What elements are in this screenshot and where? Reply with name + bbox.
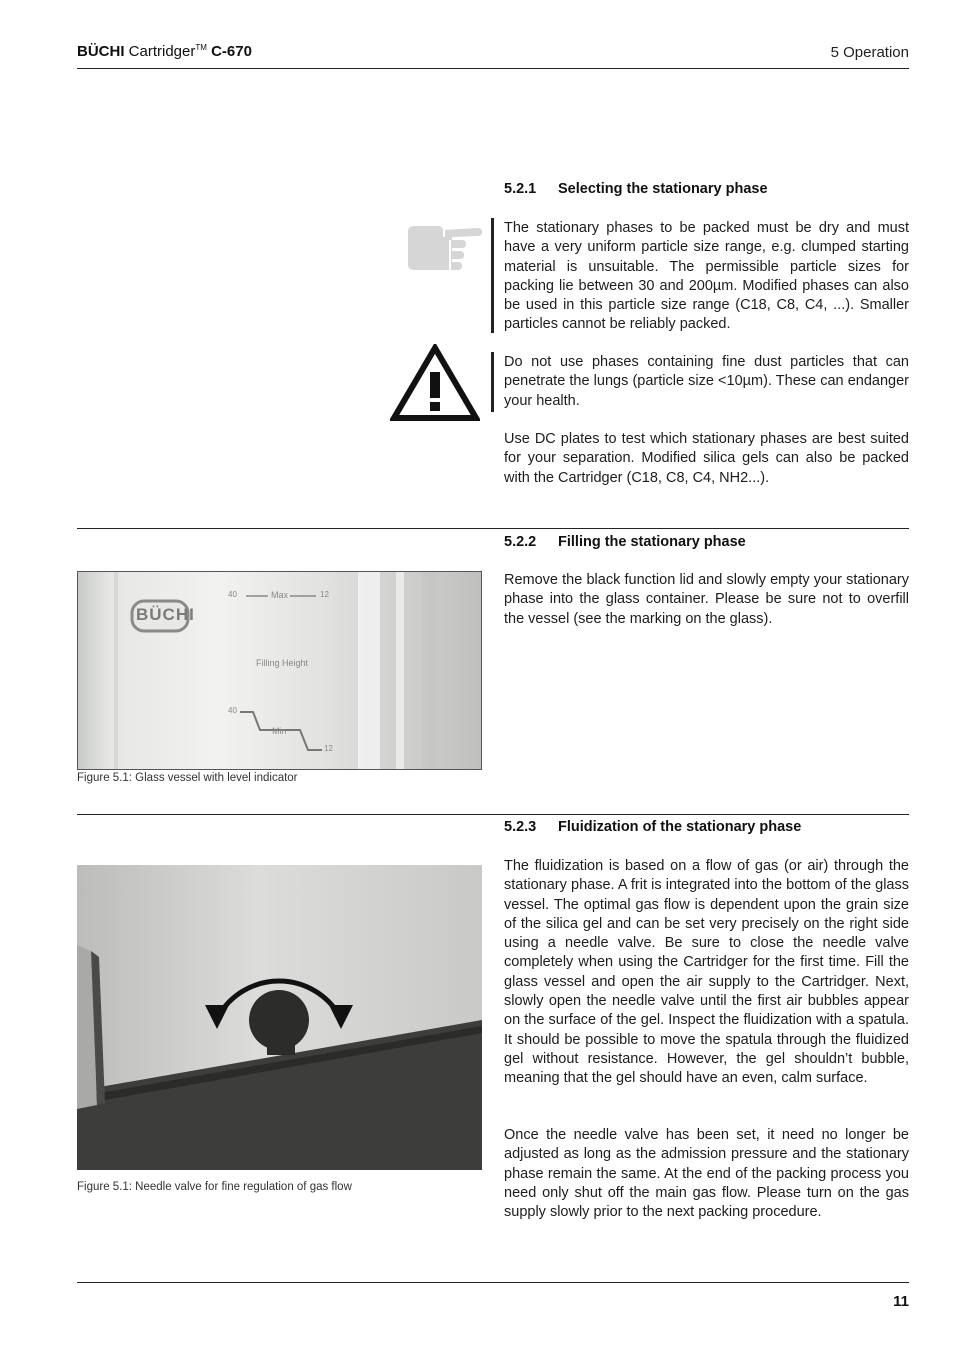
product-name: Cartridger	[128, 43, 196, 60]
figure-caption-needle-valve: Figure 5.1: Needle valve for fine regulation of gas flow	[77, 1181, 352, 1193]
heading-5-2-2	[504, 534, 746, 550]
heading-number: 5.2.2	[504, 534, 537, 550]
photo-scale-40-top: 40	[228, 590, 237, 599]
running-header-chapter: 5 Operation	[830, 44, 909, 61]
brand-name: BÜCHI	[77, 43, 125, 60]
heading-5-2-3	[504, 819, 801, 835]
photo-filling-height-label: Filling Height	[256, 658, 309, 668]
warning-triangle-icon	[390, 344, 480, 422]
heading-title: Filling the stationary phase	[558, 534, 746, 550]
photo-logo-label: BÜCHI	[136, 605, 195, 624]
photo-min-label: Min	[272, 726, 287, 736]
footer-rule	[77, 1282, 909, 1283]
page-number: 11	[893, 1293, 909, 1310]
model-name: C-670	[211, 43, 252, 60]
paragraph-filling: Remove the black function lid and slowly empty your stationary phase into the glass container. Please be sure not to overfill the vessel (see the marking on the glass).	[504, 572, 909, 627]
photo-max-label: Max	[271, 590, 289, 600]
running-header-product	[77, 43, 252, 60]
note-margin-bar	[491, 218, 494, 333]
paragraph-dc-plates: Use DC plates to test which stationary phases are best suited for your separation. Modified silica gels can also be packed with the Cartridger (C18, C8, C4, NH2...).	[504, 431, 909, 486]
photo-scale-12-bottom: 12	[324, 744, 333, 753]
paragraph-needle-valve-setting: Once the needle valve has been set, it need no longer be adjusted as long as the admission pressure and the stationary phase remain the same. At the end of the packing process you need only shut off the main gas flow. Please turn on the gas supply slowly prior to the next packing procedure.	[504, 1127, 909, 1221]
note-paragraph: The stationary phases to be packed must be dry and must have a very uniform particle size range, e.g. clumped starting material is unsuitable. The permissible particle sizes for packing lie between 30 and 200µm. Modified phases can also be used in this particle size range (C18, C8, C4, ...). Smaller particles cannot be reliably packed.	[504, 220, 909, 333]
heading-title: Fluidization of the stationary phase	[558, 819, 802, 835]
photo-scale-12-top: 12	[320, 590, 329, 599]
heading-5-2-1	[504, 181, 768, 197]
header-rule	[77, 68, 909, 69]
glass-vessel-photo	[77, 571, 482, 770]
trademark: TM	[195, 43, 207, 52]
warning-paragraph: Do not use phases containing fine dust particles that can penetrate the lungs (particle size <10µm). These can endanger your health.	[504, 354, 909, 409]
pointing-hand-icon	[400, 220, 484, 274]
paragraph-fluidization: The fluidization is based on a flow of gas (or air) through the stationary phase. A frit is integrated into the bottom of the glass vessel. The optimal gas flow is dependent upon the grain size of the silica gel and can be set very precisely on the right side using a needle valve. Be sure to close the needle valve completely when using the Cartridger for the first time. Fill the glass vessel and open the air supply to the Cartridger. Next, slowly open the needle valve until the first air bubbles appear on the surface of the gel. Inspect the fluidization with a spatula. It should be possible to move the spatula through the fluidized gel without resistance. However, the gel shouldn’t bubble, meaning that the gel should have an even, calm surface.	[504, 858, 909, 1087]
section-rule	[77, 528, 909, 529]
figure-caption-glass-vessel: Figure 5.1: Glass vessel with level indicator	[77, 772, 298, 784]
heading-title: Selecting the stationary phase	[558, 181, 768, 197]
warning-margin-bar	[491, 352, 494, 412]
needle-valve-photo	[77, 865, 482, 1170]
photo-scale-40-bottom: 40	[228, 706, 237, 715]
heading-number: 5.2.1	[504, 181, 537, 197]
heading-number: 5.2.3	[504, 819, 537, 835]
section-rule	[77, 814, 909, 815]
